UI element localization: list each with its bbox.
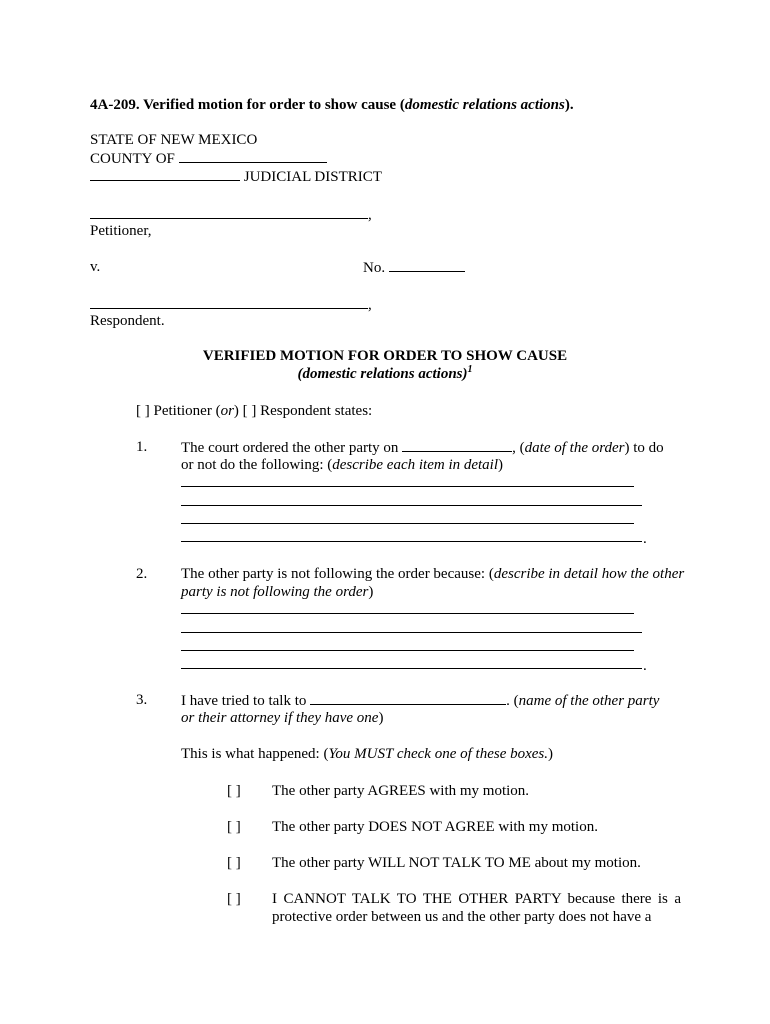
rule-title-paren-close: ). [564,97,574,113]
case-number-field[interactable] [389,258,465,272]
item-3-line-2-close: ) [378,710,384,726]
item-1-tail: ) to do [624,440,664,456]
checkbox-does-not-agree-label: The other party DOES NOT AGREE with my motion. [272,819,598,835]
item-3-sep: . ( [506,693,519,709]
rule-title-italic: domestic relations actions [404,97,565,113]
item-2-answer-line-4[interactable] [181,668,642,669]
item-2-answer-line-2[interactable] [181,632,642,633]
checkbox-cannot-talk-label: I CANNOT TALK TO THE OTHER PARTY because there is a protective order between us and the other party does not have a [272,891,681,925]
happened-text: This is what happened: ( [181,746,329,762]
item-2-italic: describe in detail how the other [493,566,685,582]
item-1-sep: , ( [512,440,525,456]
item-2-answer-line-3[interactable] [181,650,634,651]
item-1-italic: date of the order [524,440,625,456]
rule-title-text: Verified motion for order to show cause [143,97,397,113]
item-3-text: I have tried to talk to [181,693,307,709]
respondent-label: Respondent. [90,313,165,329]
item-2-line-2 [181,583,373,601]
checkbox-will-not-talk-label: The other party WILL NOT TALK TO ME about my motion. [272,855,641,871]
item-3-line-1 [181,691,659,710]
state-line: STATE OF NEW MEXICO [90,132,258,148]
item-2-text: The other party is not following the order because: ( [181,566,494,582]
item-2-line-2-close: ) [368,584,374,600]
item-1-answer-line-1[interactable] [181,486,634,487]
district-line [90,167,382,186]
petitioner-field[interactable] [90,205,368,219]
checkbox-does-not-agree[interactable]: [ ] [227,819,241,835]
item-1-text: The court ordered the other party on [181,440,399,456]
order-date-field[interactable] [402,438,512,452]
respondent-checkbox-label[interactable]: ) [ ] Respondent states: [233,403,373,419]
item-1-line-1 [181,438,664,457]
item-3-line-2-italic: or their attorney if they have one [181,710,379,726]
item-1-number: 1. [136,439,148,455]
motion-subheading-text: (domestic relations actions) [297,366,468,382]
checkbox-will-not-talk[interactable]: [ ] [227,855,241,871]
rule-number: 4A-209. [90,97,140,113]
item-1-answer-line-2[interactable] [181,505,642,506]
item-1-line-2-text: or not do the following: ( [181,457,333,473]
county-label: COUNTY OF [90,151,175,167]
item-1-line-2 [181,456,503,474]
petitioner-checkbox-label[interactable]: [ ] Petitioner ( [136,403,221,419]
district-field[interactable] [90,167,240,181]
petitioner-comma: , [368,207,372,223]
checkbox-agrees-label: The other party AGREES with my motion. [272,783,530,799]
or-label: or [220,403,234,419]
case-number-label: No. [363,260,386,276]
respondent-comma: , [368,297,372,313]
versus-label: v. [90,259,101,275]
county-line [90,149,327,168]
petitioner-label: Petitioner, [90,223,152,239]
party-states-line [136,402,372,420]
case-number-line [363,258,465,277]
item-1-line-2-close: ) [498,457,504,473]
rule-title-paren: ( [396,97,405,113]
item-1-period: . [643,531,647,547]
item-1-line-2-italic: describe each item in detail [332,457,499,473]
item-3-happened [181,745,553,763]
motion-heading: VERIFIED MOTION FOR ORDER TO SHOW CAUSE [202,348,568,364]
item-3-number: 3. [136,692,148,708]
footnote-ref: 1 [467,364,473,375]
county-field[interactable] [179,149,327,163]
district-label: JUDICIAL DISTRICT [243,169,382,185]
respondent-field[interactable] [90,295,368,309]
item-2-line-1 [181,565,684,583]
item-2-answer-line-1[interactable] [181,613,634,614]
motion-subheading [0,365,770,383]
happened-italic: You MUST check one of these boxes. [328,746,549,762]
item-1-answer-line-3[interactable] [181,523,634,524]
happened-close: ) [548,746,554,762]
item-2-period: . [643,658,647,674]
other-party-name-field[interactable] [310,691,506,705]
item-3-line-2 [181,709,383,727]
item-2-line-2-italic: party is not following the order [181,584,369,600]
checkbox-cannot-talk[interactable]: [ ] [227,891,241,907]
item-2-number: 2. [136,566,148,582]
rule-title [90,96,574,114]
item-3-italic: name of the other party [518,693,660,709]
checkbox-agrees[interactable]: [ ] [227,783,241,799]
item-1-answer-line-4[interactable] [181,541,642,542]
